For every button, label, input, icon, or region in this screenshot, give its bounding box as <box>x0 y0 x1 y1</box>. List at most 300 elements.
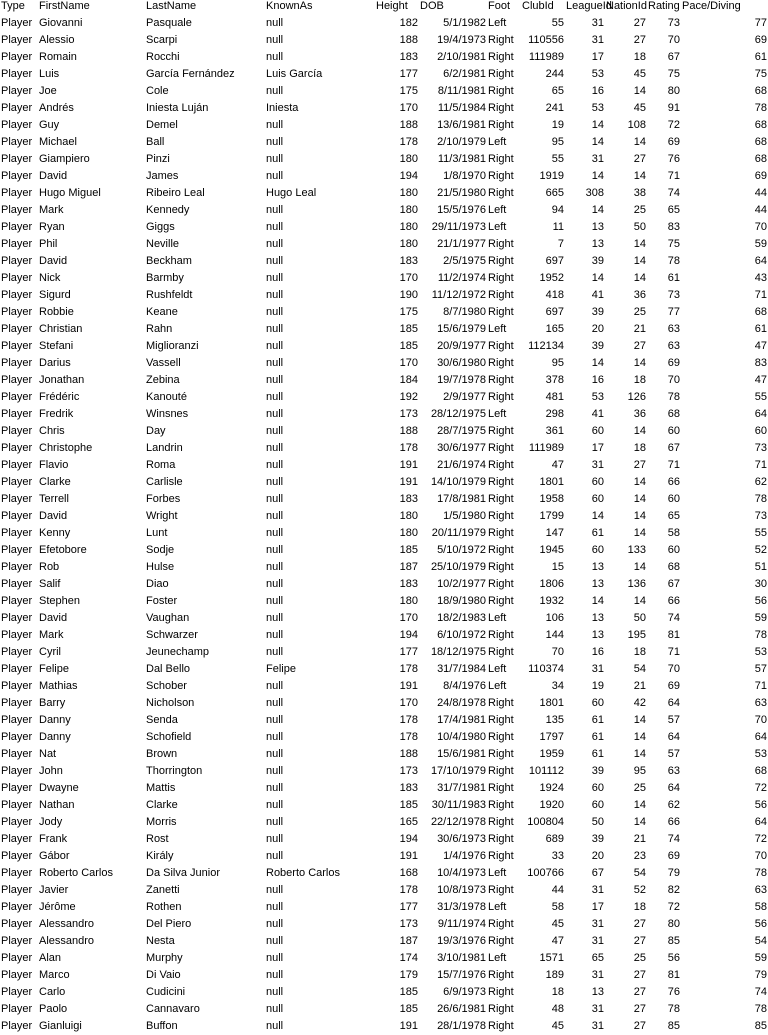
cell-nationid: 195 <box>627 629 646 641</box>
table-row <box>0 287 768 304</box>
cell-dob: 6/2/1981 <box>443 68 486 80</box>
cell-dob: 10/4/1973 <box>437 867 486 879</box>
cell-foot: Right <box>488 578 514 590</box>
header-nationid: NationId <box>606 0 647 12</box>
cell-knownas: null <box>266 816 284 828</box>
cell-rating: 74 <box>667 187 680 199</box>
cell-leagueid: 19 <box>591 680 604 692</box>
cell-dob: 5/10/1972 <box>437 544 486 556</box>
cell-height: 180 <box>399 153 418 165</box>
cell-height: 180 <box>399 238 418 250</box>
cell-clubid: 112134 <box>528 340 564 352</box>
cell-dob: 6/9/1973 <box>443 986 486 998</box>
cell-height: 178 <box>399 663 418 675</box>
cell-lastname: Cudicini <box>146 986 186 998</box>
cell-leagueid: 53 <box>591 102 604 114</box>
cell-clubid: 697 <box>545 255 564 267</box>
cell-type: Player <box>1 731 33 743</box>
table-row <box>0 406 768 423</box>
cell-rating: 85 <box>667 1020 680 1032</box>
cell-nationid: 95 <box>633 765 646 777</box>
cell-pace-diving: 78 <box>754 629 767 641</box>
cell-pace-diving: 68 <box>754 765 767 777</box>
cell-firstname: Flavio <box>39 459 69 471</box>
cell-lastname: James <box>146 170 179 182</box>
cell-lastname: Landrin <box>146 442 183 454</box>
cell-rating: 76 <box>667 153 680 165</box>
cell-type: Player <box>1 663 33 675</box>
cell-foot: Right <box>488 561 514 573</box>
cell-knownas: null <box>266 646 284 658</box>
cell-height: 194 <box>399 170 418 182</box>
cell-clubid: 58 <box>551 901 564 913</box>
cell-firstname: Javier <box>39 884 69 896</box>
cell-height: 175 <box>399 85 418 97</box>
cell-height: 180 <box>399 510 418 522</box>
cell-knownas: null <box>266 612 284 624</box>
cell-rating: 81 <box>667 969 680 981</box>
cell-leagueid: 308 <box>585 187 604 199</box>
cell-leagueid: 60 <box>591 493 604 505</box>
cell-foot: Right <box>488 646 514 658</box>
cell-knownas: null <box>266 850 284 862</box>
cell-leagueid: 14 <box>591 119 604 131</box>
cell-height: 178 <box>399 442 418 454</box>
cell-clubid: 1799 <box>539 510 564 522</box>
cell-dob: 22/12/1978 <box>430 816 486 828</box>
cell-type: Player <box>1 527 33 539</box>
cell-pace-diving: 70 <box>754 221 767 233</box>
cell-nationid: 45 <box>633 68 646 80</box>
cell-dob: 19/4/1973 <box>437 34 486 46</box>
cell-height: 191 <box>399 680 418 692</box>
cell-nationid: 14 <box>633 476 646 488</box>
cell-firstname: Felipe <box>39 663 69 675</box>
cell-rating: 75 <box>667 238 680 250</box>
cell-type: Player <box>1 748 33 760</box>
header-type: Type <box>1 0 25 12</box>
cell-firstname: Nathan <box>39 799 75 811</box>
cell-foot: Right <box>488 391 514 403</box>
cell-nationid: 45 <box>633 102 646 114</box>
table-row <box>0 967 768 984</box>
cell-foot: Right <box>488 493 514 505</box>
cell-foot: Right <box>488 1003 514 1015</box>
cell-pace-diving: 52 <box>754 544 767 556</box>
cell-rating: 65 <box>667 510 680 522</box>
cell-type: Player <box>1 323 33 335</box>
cell-firstname: Gábor <box>39 850 70 862</box>
table-row <box>0 474 768 491</box>
cell-clubid: 95 <box>551 357 564 369</box>
table-row <box>0 338 768 355</box>
cell-foot: Right <box>488 714 514 726</box>
cell-nationid: 14 <box>633 493 646 505</box>
cell-height: 178 <box>399 136 418 148</box>
cell-type: Player <box>1 493 33 505</box>
cell-rating: 77 <box>667 306 680 318</box>
cell-lastname: Murphy <box>146 952 183 964</box>
cell-firstname: Marco <box>39 969 70 981</box>
cell-pace-diving: 68 <box>754 306 767 318</box>
cell-type: Player <box>1 238 33 250</box>
cell-leagueid: 61 <box>591 714 604 726</box>
cell-height: 188 <box>399 34 418 46</box>
cell-height: 185 <box>399 1003 418 1015</box>
table-row <box>0 593 768 610</box>
cell-rating: 69 <box>667 357 680 369</box>
cell-lastname: Buffon <box>146 1020 178 1032</box>
cell-firstname: Efetobore <box>39 544 87 556</box>
cell-lastname: Del Piero <box>146 918 192 930</box>
cell-dob: 11/5/1984 <box>437 102 486 114</box>
table-row <box>0 644 768 661</box>
cell-firstname: Robbie <box>39 306 74 318</box>
cell-type: Player <box>1 34 33 46</box>
table-row <box>0 882 768 899</box>
cell-type: Player <box>1 119 33 131</box>
cell-foot: Left <box>488 663 507 675</box>
cell-leagueid: 39 <box>591 306 604 318</box>
cell-height: 183 <box>399 782 418 794</box>
table-body <box>0 15 768 1035</box>
table-row <box>0 134 768 151</box>
cell-foot: Right <box>488 153 514 165</box>
cell-lastname: Schwarzer <box>146 629 198 641</box>
cell-pace-diving: 70 <box>754 714 767 726</box>
cell-leagueid: 50 <box>591 816 604 828</box>
cell-type: Player <box>1 578 33 590</box>
cell-rating: 81 <box>667 629 680 641</box>
cell-lastname: Rahn <box>146 323 173 335</box>
cell-height: 178 <box>399 714 418 726</box>
table-row <box>0 780 768 797</box>
table-row <box>0 695 768 712</box>
cell-knownas: null <box>266 255 284 267</box>
cell-height: 191 <box>399 1020 418 1032</box>
cell-nationid: 27 <box>633 34 646 46</box>
cell-foot: Right <box>488 374 514 386</box>
cell-type: Player <box>1 697 33 709</box>
table-row <box>0 865 768 882</box>
cell-leagueid: 39 <box>591 340 604 352</box>
cell-firstname: Barry <box>39 697 66 709</box>
table-row <box>0 712 768 729</box>
cell-firstname: Mark <box>39 629 64 641</box>
cell-rating: 71 <box>667 170 680 182</box>
cell-type: Player <box>1 918 33 930</box>
cell-clubid: 1806 <box>539 578 564 590</box>
cell-nationid: 14 <box>633 170 646 182</box>
cell-firstname: Giovanni <box>39 17 83 29</box>
table-row <box>0 933 768 950</box>
cell-rating: 70 <box>667 374 680 386</box>
cell-nationid: 52 <box>633 884 646 896</box>
cell-type: Player <box>1 357 33 369</box>
cell-knownas: null <box>266 442 284 454</box>
cell-foot: Right <box>488 527 514 539</box>
cell-lastname: Király <box>146 850 174 862</box>
table-row <box>0 542 768 559</box>
cell-pace-diving: 64 <box>754 408 767 420</box>
cell-firstname: Hugo Miguel <box>39 187 101 199</box>
table-row <box>0 355 768 372</box>
cell-nationid: 27 <box>633 1003 646 1015</box>
cell-firstname: Danny <box>39 731 71 743</box>
cell-dob: 30/6/1977 <box>437 442 486 454</box>
cell-knownas: null <box>266 935 284 947</box>
cell-type: Player <box>1 221 33 233</box>
cell-firstname: Darius <box>39 357 71 369</box>
cell-type: Player <box>1 765 33 777</box>
cell-height: 185 <box>399 544 418 556</box>
cell-foot: Right <box>488 765 514 777</box>
cell-pace-diving: 43 <box>754 272 767 284</box>
cell-clubid: 1959 <box>539 748 564 760</box>
cell-nationid: 54 <box>633 867 646 879</box>
cell-type: Player <box>1 374 33 386</box>
cell-dob: 10/8/1973 <box>437 884 486 896</box>
cell-pace-diving: 69 <box>754 170 767 182</box>
cell-dob: 14/10/1979 <box>430 476 486 488</box>
cell-knownas: null <box>266 748 284 760</box>
cell-type: Player <box>1 1003 33 1015</box>
cell-pace-diving: 85 <box>754 1020 767 1032</box>
cell-firstname: Stephen <box>39 595 80 607</box>
table-row <box>0 916 768 933</box>
cell-clubid: 189 <box>545 969 564 981</box>
cell-pace-diving: 75 <box>754 68 767 80</box>
cell-pace-diving: 78 <box>754 1003 767 1015</box>
cell-leagueid: 14 <box>591 357 604 369</box>
cell-nationid: 18 <box>633 51 646 63</box>
cell-firstname: Fredrik <box>39 408 74 420</box>
cell-knownas: null <box>266 34 284 46</box>
cell-height: 185 <box>399 799 418 811</box>
cell-firstname: Clarke <box>39 476 71 488</box>
table-row <box>0 423 768 440</box>
cell-leagueid: 53 <box>591 391 604 403</box>
cell-type: Player <box>1 612 33 624</box>
cell-clubid: 1801 <box>539 476 564 488</box>
cell-leagueid: 60 <box>591 782 604 794</box>
cell-nationid: 38 <box>633 187 646 199</box>
cell-height: 177 <box>399 68 418 80</box>
cell-leagueid: 20 <box>591 850 604 862</box>
cell-lastname: Forbes <box>146 493 181 505</box>
cell-firstname: David <box>39 170 68 182</box>
cell-height: 183 <box>399 578 418 590</box>
cell-dob: 9/11/1974 <box>437 918 486 930</box>
cell-height: 188 <box>399 425 418 437</box>
cell-foot: Right <box>488 187 514 199</box>
cell-firstname: Andrés <box>39 102 74 114</box>
cell-knownas: null <box>266 1020 284 1032</box>
cell-clubid: 110556 <box>528 34 564 46</box>
cell-pace-diving: 56 <box>754 799 767 811</box>
cell-nationid: 36 <box>633 289 646 301</box>
cell-dob: 28/1/1978 <box>437 1020 486 1032</box>
cell-lastname: Zanetti <box>146 884 180 896</box>
cell-firstname: Alan <box>39 952 62 964</box>
cell-firstname: Nat <box>39 748 57 760</box>
table-row <box>0 1001 768 1018</box>
cell-leagueid: 39 <box>591 833 604 845</box>
cell-height: 180 <box>399 221 418 233</box>
cell-rating: 57 <box>667 714 680 726</box>
cell-lastname: Vaughan <box>146 612 190 624</box>
cell-dob: 2/10/1981 <box>437 51 486 63</box>
cell-foot: Right <box>488 102 514 114</box>
cell-rating: 63 <box>667 340 680 352</box>
cell-type: Player <box>1 187 33 199</box>
cell-lastname: Winsnes <box>146 408 189 420</box>
cell-height: 168 <box>399 867 418 879</box>
cell-knownas: null <box>266 731 284 743</box>
table-row <box>0 984 768 1001</box>
cell-foot: Left <box>488 204 507 216</box>
cell-firstname: Danny <box>39 714 71 726</box>
cell-type: Player <box>1 1020 33 1032</box>
cell-rating: 80 <box>667 918 680 930</box>
table-row <box>0 1018 768 1035</box>
cell-clubid: 100766 <box>527 867 564 879</box>
cell-firstname: Michael <box>39 136 77 148</box>
cell-firstname: Carlo <box>39 986 66 998</box>
cell-height: 178 <box>399 731 418 743</box>
cell-leagueid: 61 <box>591 731 604 743</box>
cell-nationid: 27 <box>633 17 646 29</box>
cell-pace-diving: 30 <box>754 578 767 590</box>
cell-dob: 29/11/1973 <box>431 221 486 233</box>
cell-leagueid: 39 <box>591 255 604 267</box>
cell-knownas: null <box>266 969 284 981</box>
table-row <box>0 66 768 83</box>
cell-firstname: John <box>39 765 63 777</box>
cell-height: 174 <box>399 952 418 964</box>
cell-knownas: null <box>266 561 284 573</box>
cell-dob: 20/11/1979 <box>431 527 486 539</box>
cell-lastname: Cannavaro <box>146 1003 200 1015</box>
cell-knownas: null <box>266 901 284 913</box>
cell-leagueid: 31 <box>591 34 604 46</box>
cell-lastname: Jeunechamp <box>146 646 209 658</box>
cell-pace-diving: 59 <box>754 612 767 624</box>
cell-type: Player <box>1 306 33 318</box>
cell-nationid: 14 <box>633 85 646 97</box>
cell-rating: 60 <box>667 425 680 437</box>
cell-rating: 66 <box>667 595 680 607</box>
cell-knownas: null <box>266 595 284 607</box>
cell-rating: 64 <box>667 731 680 743</box>
cell-clubid: 100804 <box>527 816 564 828</box>
table-row <box>0 100 768 117</box>
cell-nationid: 14 <box>633 714 646 726</box>
cell-firstname: Frédéric <box>39 391 80 403</box>
cell-foot: Right <box>488 51 514 63</box>
cell-dob: 30/6/1980 <box>437 357 486 369</box>
header-rating: Rating <box>648 0 680 12</box>
cell-type: Player <box>1 442 33 454</box>
table-row <box>0 525 768 542</box>
cell-rating: 71 <box>667 459 680 471</box>
cell-lastname: Pasquale <box>146 17 192 29</box>
cell-height: 170 <box>399 697 418 709</box>
cell-dob: 31/7/1981 <box>437 782 486 794</box>
cell-rating: 58 <box>667 527 680 539</box>
cell-type: Player <box>1 204 33 216</box>
cell-dob: 21/1/1977 <box>437 238 486 250</box>
cell-rating: 57 <box>667 748 680 760</box>
cell-rating: 63 <box>667 765 680 777</box>
cell-nationid: 14 <box>633 255 646 267</box>
cell-firstname: Giampiero <box>39 153 90 165</box>
cell-pace-diving: 47 <box>754 340 767 352</box>
cell-rating: 63 <box>667 323 680 335</box>
cell-clubid: 55 <box>551 153 564 165</box>
cell-knownas: null <box>266 459 284 471</box>
cell-lastname: Dal Bello <box>146 663 191 675</box>
cell-pace-diving: 78 <box>754 867 767 879</box>
cell-firstname: Sigurd <box>39 289 71 301</box>
cell-height: 182 <box>399 17 418 29</box>
cell-type: Player <box>1 68 33 80</box>
cell-firstname: Chris <box>39 425 65 437</box>
cell-type: Player <box>1 714 33 726</box>
table-row <box>0 950 768 967</box>
cell-dob: 11/3/1981 <box>437 153 486 165</box>
cell-rating: 67 <box>667 442 680 454</box>
cell-dob: 11/2/1974 <box>437 272 486 284</box>
table-row <box>0 304 768 321</box>
cell-type: Player <box>1 595 33 607</box>
cell-foot: Right <box>488 34 514 46</box>
cell-nationid: 25 <box>633 204 646 216</box>
cell-type: Player <box>1 680 33 692</box>
cell-lastname: Rocchi <box>146 51 180 63</box>
cell-nationid: 27 <box>633 340 646 352</box>
cell-foot: Left <box>488 221 507 233</box>
header-row <box>0 0 768 15</box>
cell-dob: 1/5/1980 <box>443 510 486 522</box>
cell-lastname: Diao <box>146 578 169 590</box>
cell-rating: 79 <box>667 867 680 879</box>
cell-nationid: 14 <box>633 357 646 369</box>
cell-pace-diving: 60 <box>754 425 767 437</box>
cell-rating: 71 <box>667 646 680 658</box>
table-row <box>0 678 768 695</box>
cell-foot: Right <box>488 85 514 97</box>
cell-type: Player <box>1 102 33 114</box>
cell-foot: Right <box>488 969 514 981</box>
cell-dob: 30/6/1973 <box>437 833 486 845</box>
cell-rating: 70 <box>667 34 680 46</box>
cell-knownas: null <box>266 1003 284 1015</box>
cell-leagueid: 53 <box>591 68 604 80</box>
cell-foot: Right <box>488 544 514 556</box>
cell-height: 179 <box>399 969 418 981</box>
cell-lastname: Rothen <box>146 901 182 913</box>
cell-leagueid: 60 <box>591 425 604 437</box>
cell-clubid: 1958 <box>539 493 564 505</box>
cell-foot: Left <box>488 867 507 879</box>
cell-height: 180 <box>399 595 418 607</box>
cell-foot: Right <box>488 799 514 811</box>
cell-knownas: null <box>266 425 284 437</box>
cell-nationid: 126 <box>627 391 646 403</box>
cell-pace-diving: 64 <box>754 816 767 828</box>
cell-dob: 28/12/1975 <box>430 408 486 420</box>
